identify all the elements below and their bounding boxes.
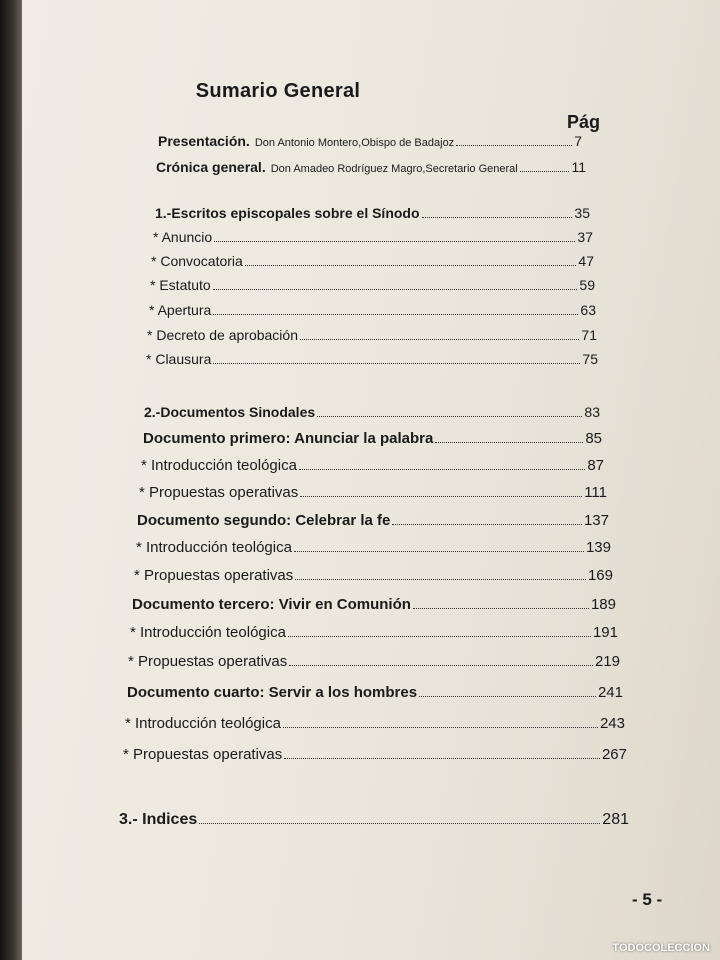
toc-section-heading: 2.-Documentos Sinodales 83 <box>144 404 600 420</box>
toc-entry: * Propuestas operativas 111 <box>139 484 607 501</box>
toc-entry: * Clausura 75 <box>146 351 598 367</box>
watermark: TODOCOLECCION <box>612 942 710 954</box>
toc-entry: * Introducción teológica 87 <box>141 457 604 474</box>
toc-entry: * Anuncio 37 <box>153 229 593 245</box>
toc-entry: * Propuestas operativas 169 <box>134 567 613 584</box>
toc-entry: * Convocatoria 47 <box>151 253 594 269</box>
page-number: - 5 - <box>632 890 663 909</box>
toc-entry: * Introducción teológica 243 <box>125 715 625 732</box>
page-title: Sumario General <box>195 80 361 102</box>
toc-entry: * Propuestas operativas 267 <box>123 746 627 763</box>
toc-entry: * Introducción teológica 191 <box>130 624 618 641</box>
page-column-header: Pág <box>567 112 601 132</box>
book-spine-shadow <box>0 0 22 960</box>
toc-entry: * Decreto de aprobación 71 <box>147 327 597 343</box>
toc-section-heading: 1.-Escritos episcopales sobre el Sínodo 35 <box>155 205 590 221</box>
toc-entry: * Estatuto 59 <box>150 277 595 293</box>
toc-document-heading: Documento cuarto: Servir a los hombres 241 <box>127 684 623 701</box>
toc-entry: Presentación. Don Antonio Montero,Obispo de Badajoz 7 <box>158 133 582 149</box>
toc-entry: * Introducción teológica 139 <box>136 539 611 556</box>
toc-document-heading: Documento segundo: Celebrar la fe 137 <box>137 512 609 529</box>
toc-entry: Crónica general. Don Amadeo Rodríguez Magro,Secretario General 11 <box>156 159 586 175</box>
toc-document-heading: Documento tercero: Vivir en Comunión 189 <box>132 596 616 613</box>
toc-document-heading: Documento primero: Anunciar la palabra 85 <box>143 430 602 447</box>
toc-entry: * Apertura 63 <box>149 302 596 318</box>
toc-entry: * Propuestas operativas 219 <box>128 653 620 670</box>
toc-section-heading: 3.- Indices 281 <box>119 811 629 828</box>
